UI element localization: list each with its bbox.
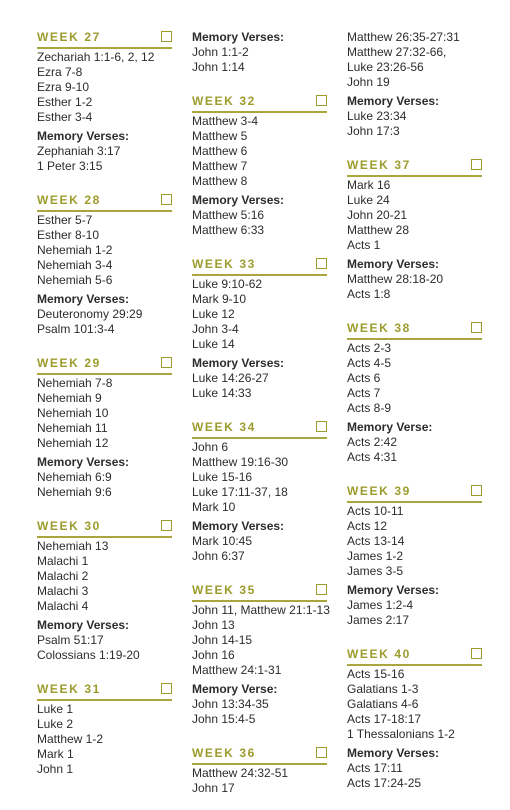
memory-verses-label: Memory Verses:	[37, 618, 130, 632]
reading-item: Luke 15-16	[192, 470, 253, 484]
reading-item: Matthew 27:32-66,	[347, 45, 447, 59]
reading-item: Nehemiah 7-8	[37, 376, 113, 390]
week-checkbox[interactable]	[161, 357, 172, 368]
reading-item: Malachi 3	[37, 584, 89, 598]
reading-item: Matthew 3-4	[192, 114, 259, 128]
memory-verse-item: John 13:34-35	[192, 697, 269, 711]
week-header	[192, 420, 327, 439]
reading-item: James 1-2	[347, 549, 404, 563]
reading-item: Matthew 1-2	[37, 732, 104, 746]
reading-item: Acts 7	[347, 386, 381, 400]
reading-item: John 11, Matthew 21:1-13	[192, 603, 330, 617]
reading-item: Esther 1-2	[37, 95, 93, 109]
reading-item: Matthew 7	[192, 159, 248, 173]
reading-item: Malachi 4	[37, 599, 89, 613]
reading-item: Luke 9:10-62	[192, 277, 263, 291]
memory-verse-item: John 17:3	[347, 124, 400, 138]
week-checkbox[interactable]	[471, 648, 482, 659]
memory-verses-label: Memory Verses:	[37, 129, 130, 143]
week-checkbox[interactable]	[316, 95, 327, 106]
memory-verse-item: Deuteronomy 29:29	[37, 307, 143, 321]
reading-item: John 6	[192, 440, 229, 454]
memory-verse-item: John 1:1-2	[192, 45, 249, 59]
reading-item: Nehemiah 13	[37, 539, 109, 553]
week-title: WEEK 32	[192, 94, 256, 108]
memory-verses-label: Memory Verses:	[347, 94, 440, 108]
reading-item: John 17	[192, 781, 235, 795]
reading-item: Matthew 8	[192, 174, 248, 188]
week-title: WEEK 39	[347, 484, 411, 498]
week-title: WEEK 37	[347, 158, 411, 172]
memory-verses-label: Memory Verse:	[192, 682, 278, 696]
memory-verse-item: Acts 2:42	[347, 435, 398, 449]
reading-item: Acts 6	[347, 371, 381, 385]
reading-item: Acts 4-5	[347, 356, 392, 370]
reading-item: Acts 13-14	[347, 534, 405, 548]
week-checkbox[interactable]	[471, 159, 482, 170]
reading-item: Acts 12	[347, 519, 388, 533]
memory-verses-label: Memory Verses:	[192, 30, 285, 44]
week-header	[347, 484, 482, 503]
reading-item: Matthew 24:32-51	[192, 766, 289, 780]
reading-item: John 3-4	[192, 322, 239, 336]
memory-verse-item: Matthew 5:16	[192, 208, 265, 222]
week-checkbox[interactable]	[161, 520, 172, 531]
week-header	[347, 158, 482, 177]
week-title: WEEK 29	[37, 356, 101, 370]
reading-item: Acts 10-11	[347, 504, 404, 518]
reading-item: Nehemiah 9	[37, 391, 102, 405]
memory-verse-item: John 1:14	[192, 60, 245, 74]
reading-item: Nehemiah 5-6	[37, 273, 113, 287]
week-title: WEEK 31	[37, 682, 101, 696]
reading-item: John 20-21	[347, 208, 408, 222]
week-title: WEEK 28	[37, 193, 101, 207]
week-header	[192, 257, 327, 276]
week-header	[37, 193, 172, 212]
reading-item: Esther 8-10	[37, 228, 100, 242]
week-title: WEEK 38	[347, 321, 411, 335]
reading-item: Zechariah 1:1-6, 2, 12	[37, 50, 155, 64]
memory-verses-label: Memory Verses:	[192, 193, 285, 207]
memory-verse-item: Luke 14:26-27	[192, 371, 269, 385]
memory-verse-item: Mark 10:45	[192, 534, 253, 548]
reading-item: Galatians 1-3	[347, 682, 419, 696]
week-header	[192, 583, 327, 602]
reading-item: Matthew 24:1-31	[192, 663, 282, 677]
memory-verses-label: Memory Verses:	[347, 583, 440, 597]
memory-verse-item: Matthew 6:33	[192, 223, 265, 237]
week-header	[192, 746, 327, 765]
week-checkbox[interactable]	[316, 747, 327, 758]
week-title: WEEK 33	[192, 257, 256, 271]
reading-item: Matthew 5	[192, 129, 248, 143]
memory-verses-label: Memory Verses:	[37, 455, 130, 469]
week-header	[347, 647, 482, 666]
week-title: WEEK 30	[37, 519, 101, 533]
memory-verse-item: Luke 14:33	[192, 386, 252, 400]
reading-item: John 16	[192, 648, 235, 662]
memory-verse-item: Colossians 1:19-20	[37, 648, 140, 662]
reading-item: Luke 1	[37, 702, 74, 716]
reading-item: Mark 1	[37, 747, 74, 761]
reading-item: Esther 5-7	[37, 213, 93, 227]
memory-verse-item: Nehemiah 6:9	[37, 470, 112, 484]
reading-item: James 3-5	[347, 564, 404, 578]
memory-verse-item: Acts 1:8	[347, 287, 391, 301]
memory-verses-label: Memory Verses:	[347, 746, 440, 760]
reading-item: John 1	[37, 762, 74, 776]
memory-verse-item: Luke 23:34	[347, 109, 407, 123]
reading-item: Luke 23:26-56	[347, 60, 424, 74]
reading-item: Nehemiah 3-4	[37, 258, 113, 272]
memory-verse-item: Psalm 101:3-4	[37, 322, 115, 336]
memory-verse-item: John 15:4-5	[192, 712, 256, 726]
week-checkbox[interactable]	[161, 683, 172, 694]
memory-verse-item: Matthew 28:18-20	[347, 272, 444, 286]
week-title: WEEK 35	[192, 583, 256, 597]
week-checkbox[interactable]	[471, 322, 482, 333]
reading-item: John 13	[192, 618, 235, 632]
memory-verse-item: 1 Peter 3:15	[37, 159, 103, 173]
memory-verse-item: Psalm 51:17	[37, 633, 104, 647]
reading-item: Acts 2-3	[347, 341, 392, 355]
memory-verses-label: Memory Verses:	[347, 257, 440, 271]
week-checkbox[interactable]	[471, 485, 482, 496]
reading-item: Luke 2	[37, 717, 74, 731]
week-checkbox[interactable]	[161, 194, 172, 205]
reading-item: Nehemiah 11	[37, 421, 108, 435]
reading-item: Nehemiah 10	[37, 406, 109, 420]
reading-item: Matthew 28	[347, 223, 410, 237]
week-header	[37, 682, 172, 701]
reading-item: Mark 9-10	[192, 292, 247, 306]
week-checkbox[interactable]	[316, 421, 327, 432]
reading-item: Esther 3-4	[37, 110, 93, 124]
reading-item: Acts 1	[347, 238, 381, 252]
week-title: WEEK 34	[192, 420, 256, 434]
reading-item: Matthew 6	[192, 144, 248, 158]
week-header	[37, 519, 172, 538]
week-title: WEEK 40	[347, 647, 411, 661]
reading-item: Matthew 19:16-30	[192, 455, 289, 469]
reading-item: Malachi 2	[37, 569, 89, 583]
reading-item: Nehemiah 12	[37, 436, 109, 450]
reading-item: Nehemiah 1-2	[37, 243, 113, 257]
week-checkbox[interactable]	[161, 31, 172, 42]
reading-item: John 14-15	[192, 633, 253, 647]
memory-verse-item: Acts 17:11	[347, 761, 403, 775]
reading-item: Acts 8-9	[347, 401, 392, 415]
reading-item: Matthew 26:35-27:31	[347, 30, 460, 44]
week-title: WEEK 27	[37, 30, 101, 44]
week-title: WEEK 36	[192, 746, 256, 760]
memory-verse-item: Zephaniah 3:17	[37, 144, 121, 158]
memory-verses-label: Memory Verses:	[37, 292, 130, 306]
reading-item: John 19	[347, 75, 390, 89]
reading-item: Galatians 4-6	[347, 697, 419, 711]
reading-item: Malachi 1	[37, 554, 89, 568]
week-header	[192, 94, 327, 113]
memory-verses-label: Memory Verses:	[192, 356, 285, 370]
memory-verses-label: Memory Verse:	[347, 420, 433, 434]
week-header	[347, 321, 482, 340]
week-header	[37, 30, 172, 49]
memory-verse-item: James 2:17	[347, 613, 410, 627]
memory-verse-item: James 1:2-4	[347, 598, 414, 612]
week-checkbox[interactable]	[316, 258, 327, 269]
memory-verse-item: Acts 4:31	[347, 450, 398, 464]
week-header	[37, 356, 172, 375]
week-checkbox[interactable]	[316, 584, 327, 595]
reading-item: Mark 16	[347, 178, 391, 192]
reading-item: Luke 14	[192, 337, 235, 351]
reading-item: Mark 10	[192, 500, 236, 514]
reading-item: Luke 17:11-37, 18	[192, 485, 288, 499]
memory-verse-item: Nehemiah 9:6	[37, 485, 112, 499]
reading-item: Ezra 9-10	[37, 80, 90, 94]
reading-item: Luke 24	[347, 193, 390, 207]
reading-item: Acts 15-16	[347, 667, 405, 681]
reading-item: Luke 12	[192, 307, 235, 321]
reading-item: Ezra 7-8	[37, 65, 83, 79]
memory-verse-item: John 6:37	[192, 549, 245, 563]
memory-verses-label: Memory Verses:	[192, 519, 285, 533]
memory-verse-item: Acts 17:24-25	[347, 776, 422, 790]
reading-item: Acts 17-18:17	[347, 712, 422, 726]
reading-item: 1 Thessalonians 1-2	[347, 727, 455, 741]
